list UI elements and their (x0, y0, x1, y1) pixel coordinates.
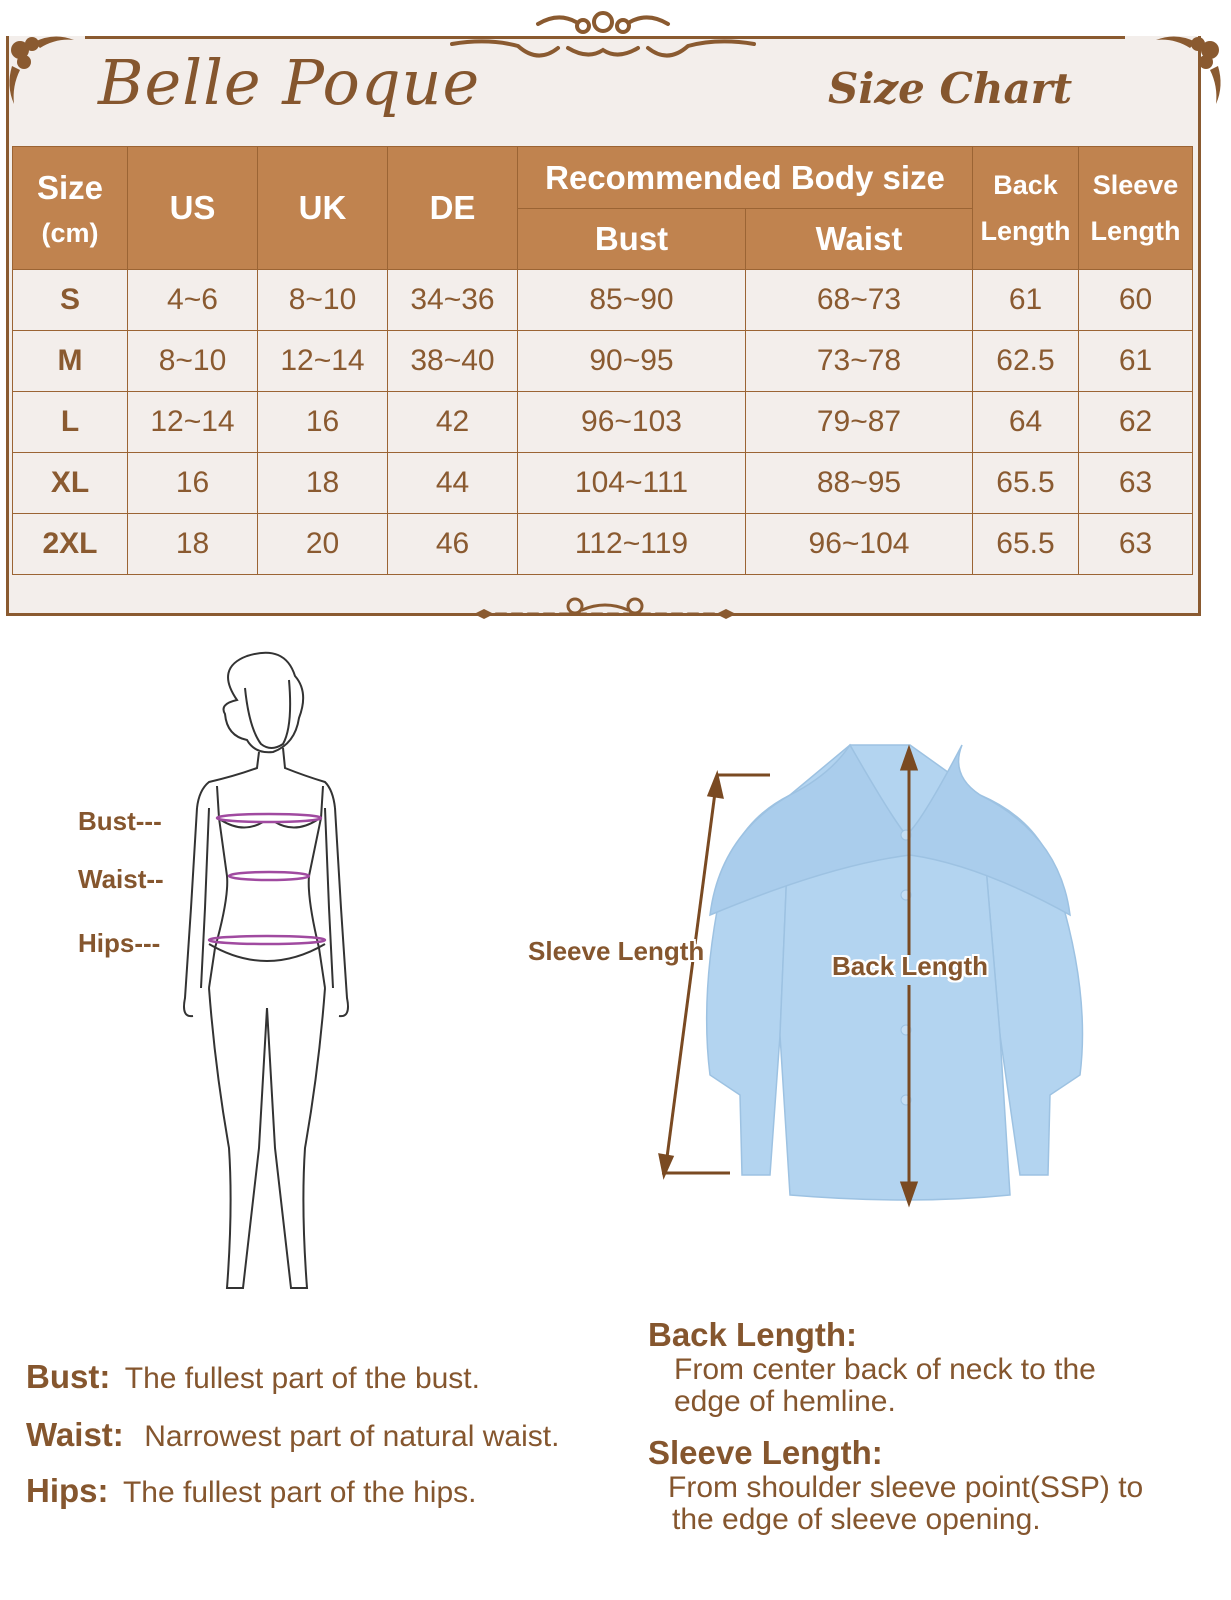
cell-waist: 79~87 (746, 392, 973, 453)
table-row (13, 331, 1193, 392)
top-center-flourish-icon (448, 4, 758, 76)
cell-size: 2XL (13, 514, 128, 575)
table-row (13, 514, 1193, 575)
brand-logo: Belle Poque (98, 46, 481, 119)
waist-label: Waist-- (78, 864, 164, 894)
cell-back-length: 64 (973, 392, 1079, 453)
bust-label: Bust--- (78, 806, 162, 836)
cell-sleeve-length: 60 (1079, 270, 1193, 331)
cell-de: 46 (388, 514, 518, 575)
header-sleeve-length: Sleeve Length (1079, 147, 1193, 270)
cell-back-length: 61 (973, 270, 1079, 331)
sleeve-length-label: Sleeve Length (528, 936, 705, 966)
sleeve-length-description: Sleeve Length: From shoulder sleeve point(SSP) to the edge of sleeve opening. (648, 1434, 1144, 1536)
header-recommended-body-size: Recommended Body size (518, 147, 973, 209)
cell-back-length: 65.5 (973, 514, 1079, 575)
cell-uk: 8~10 (258, 270, 388, 331)
cell-uk: 18 (258, 453, 388, 514)
cell-waist: 68~73 (746, 270, 973, 331)
cell-us: 12~14 (128, 392, 258, 453)
cell-uk: 12~14 (258, 331, 388, 392)
hips-description: Hips: The fullest part of the hips. (26, 1472, 477, 1509)
back-length-label: Back Length (832, 951, 989, 981)
cell-bust: 96~103 (518, 392, 746, 453)
cell-de: 38~40 (388, 331, 518, 392)
waist-description: Waist: Narrowest part of natural waist. (26, 1416, 560, 1453)
bottom-center-flourish-icon (470, 596, 740, 630)
body-outline-figure (175, 648, 355, 1298)
page-title: Size Chart (828, 64, 1073, 113)
header-back-length: Back Length (973, 147, 1079, 270)
cell-size: L (13, 392, 128, 453)
cell-waist: 88~95 (746, 453, 973, 514)
size-table (12, 146, 1193, 575)
cell-waist: 73~78 (746, 331, 973, 392)
cell-de: 44 (388, 453, 518, 514)
cell-bust: 85~90 (518, 270, 746, 331)
header-waist: Waist (746, 209, 973, 270)
cell-sleeve-length: 63 (1079, 514, 1193, 575)
header-de: DE (388, 147, 518, 270)
bust-description: Bust: The fullest part of the bust. (26, 1358, 480, 1395)
cell-us: 18 (128, 514, 258, 575)
cell-size: S (13, 270, 128, 331)
table-row (13, 392, 1193, 453)
cell-size: XL (13, 453, 128, 514)
cell-de: 34~36 (388, 270, 518, 331)
cell-bust: 112~119 (518, 514, 746, 575)
table-row (13, 453, 1193, 514)
header-bust: Bust (518, 209, 746, 270)
cell-uk: 20 (258, 514, 388, 575)
cell-uk: 16 (258, 392, 388, 453)
cell-back-length: 62.5 (973, 331, 1079, 392)
header-uk: UK (258, 147, 388, 270)
back-length-description: Back Length: From center back of neck to the edge of hemline. (648, 1316, 1096, 1418)
cell-back-length: 65.5 (973, 453, 1079, 514)
cell-us: 8~10 (128, 331, 258, 392)
table-row (13, 270, 1193, 331)
cell-sleeve-length: 62 (1079, 392, 1193, 453)
cell-sleeve-length: 61 (1079, 331, 1193, 392)
corner-ornament-left-icon (4, 30, 84, 110)
header-us: US (128, 147, 258, 270)
cell-bust: 104~111 (518, 453, 746, 514)
cell-sleeve-length: 63 (1079, 453, 1193, 514)
cell-de: 42 (388, 392, 518, 453)
cell-waist: 96~104 (746, 514, 973, 575)
corner-ornament-right-icon (1148, 30, 1228, 110)
cell-size: M (13, 331, 128, 392)
hips-label: Hips--- (78, 928, 161, 958)
cell-us: 16 (128, 453, 258, 514)
cell-bust: 90~95 (518, 331, 746, 392)
cell-us: 4~6 (128, 270, 258, 331)
header-size: Size (cm) (13, 147, 128, 270)
